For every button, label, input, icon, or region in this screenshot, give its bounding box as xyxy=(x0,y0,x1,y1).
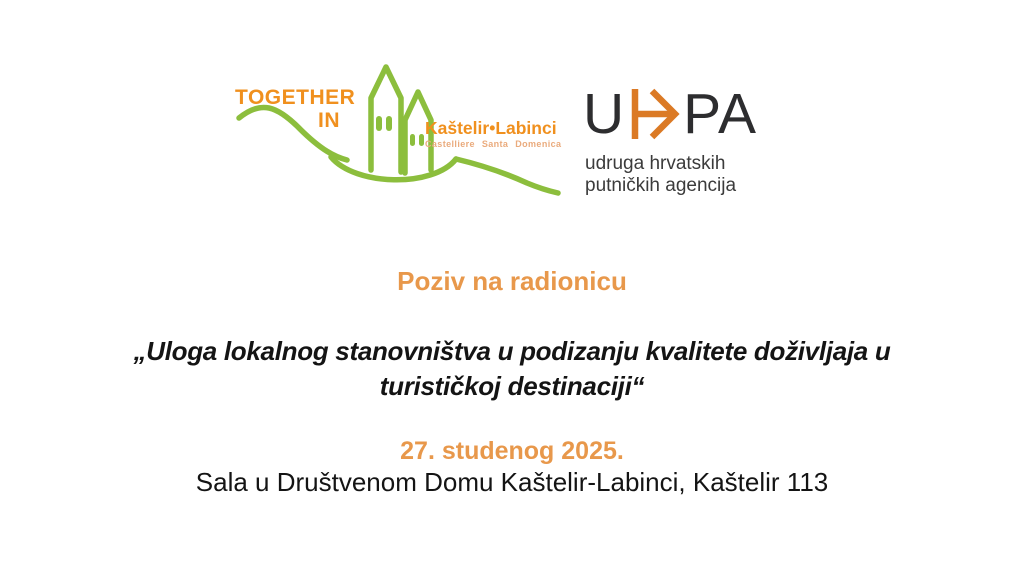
uhpa-letters-pa: PA xyxy=(683,82,757,146)
together-in-wordmark xyxy=(235,86,356,132)
uhpa-subtitle-line1: udruga hrvatskih xyxy=(585,153,726,174)
uhpa-logo xyxy=(583,82,783,201)
kastelir-labinci-name: Kaštelir•Labinci xyxy=(425,118,557,138)
event-location: Sala u Društvenom Domu Kaštelir-Labinci, Kaštelir 113 xyxy=(195,467,829,497)
event-date: 27. studenog 2025. xyxy=(400,437,624,465)
uhpa-letter-u: U xyxy=(583,82,626,146)
uhpa-wordmark xyxy=(583,82,783,146)
together-line: TOGETHER xyxy=(235,86,356,109)
castelliere-santa-domenica-subtitle: Castelliere Santa Domenica xyxy=(425,139,562,149)
uhpa-subtitle-line2: putničkih agencija xyxy=(585,174,737,196)
workshop-title-line1: „Uloga lokalnog stanovništva u podizanju kvalitete doživljaja u xyxy=(133,336,891,366)
h-arrow-right-icon xyxy=(628,86,680,142)
together-in-kastelir-labinci-logo xyxy=(235,60,563,198)
invitation-heading: Poziv na radionicu xyxy=(397,266,627,296)
kastelir-labinci-name-block xyxy=(425,119,561,149)
uhpa-subtitle xyxy=(585,153,736,196)
in-line: IN xyxy=(318,109,340,132)
workshop-title-line2: turističkoj destinaciji“ xyxy=(379,371,645,401)
workshop-title xyxy=(0,334,1024,404)
